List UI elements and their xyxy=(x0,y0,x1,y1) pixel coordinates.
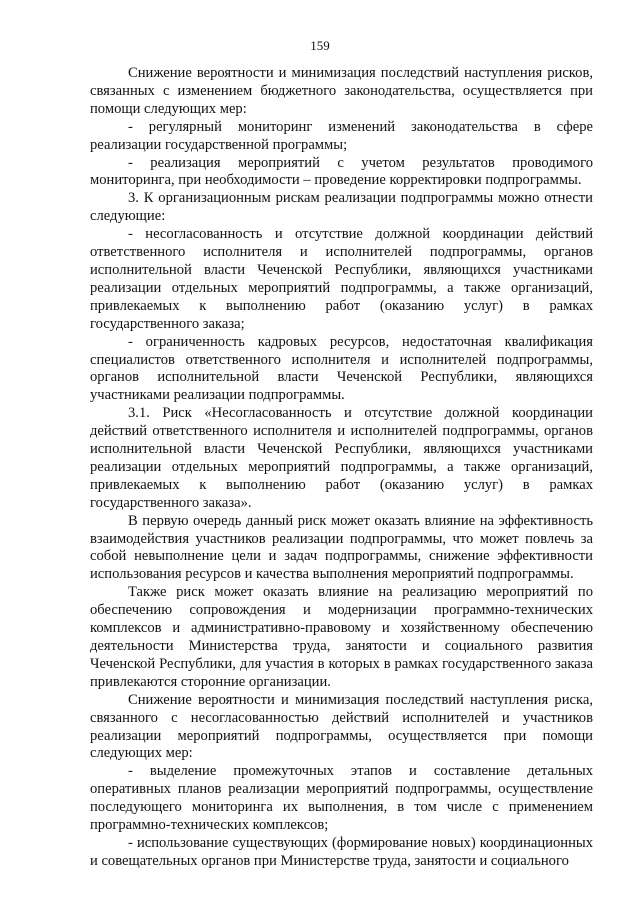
paragraph-risk-mitigation-intro: Снижение вероятности и минимизация последствий наступления рисков, связанных с изменением бюджетного законодательства, осуществляется при помощи следующих мер: xyxy=(90,65,593,117)
list-item-coordination-bodies: - использование существующих (формирование новых) координационных и совещательных органов при Министерстве труда, занятости и социального xyxy=(90,834,593,869)
list-item-implementation: - реализация мероприятий с учетом результатов проводимого мониторинга, при необходимости – проведение корректировки подпрограммы. xyxy=(90,154,593,189)
paragraph-risk-impact: В первую очередь данный риск может оказать влияние на эффективность взаимодействия участников реализации подпрограммы, что может повлечь за собой невыполнение цели и задач подпрограммы, снижение эффективности использования ресурсов и качества выполнения мероприятий подпрограммы. xyxy=(90,512,593,583)
list-item-coordination: - несогласованность и отсутствие должной координации действий ответственного исполнителя и исполнителей подпрограммы, органов исполнительной власти Чеченской Республики, являющихся участниками реализации отдельных мероприятий подпрограммы, а также организаций, привлекаемых к выполнению работ (оказанию услуг) в рамках государственного заказа; xyxy=(90,226,593,332)
paragraph-risk-influence: Также риск может оказать влияние на реализацию мероприятий по обеспечению сопровождения и модернизации программно-технических комплексов и административно-правовому и хозяйственному обеспечению деятельности Министерства труда, занятости и социального развития Чеченской Республики, для участия в которых в рамках государственного заказа привлекаются сторонние организации. xyxy=(90,584,593,690)
document-body xyxy=(90,65,593,871)
page-number: 159 xyxy=(310,38,330,53)
paragraph-organizational-risks: 3. К организационным рискам реализации подпрограммы можно отнести следующие: xyxy=(90,190,593,225)
paragraph-mitigation-measures: Снижение вероятности и минимизация последствий наступления риска, связанного с несогласованностью действий исполнителей и участников реализации мероприятий подпрограммы, осуществляется при помощи следующих мер: xyxy=(90,691,593,762)
paragraph-risk-3-1: 3.1. Риск «Несогласованность и отсутствие должной координации действий ответственного исполнителя и исполнителей подпрограммы, органов исполнительной власти Чеченской Республики, являющихся участниками реализации отдельных мероприятий подпрограммы, а также организаций, привлекаемых к выполнению работ (оказанию услуг) в рамках государственного заказа». xyxy=(90,405,593,511)
list-item-staff-resources: - ограниченность кадровых ресурсов, недостаточная квалификация специалистов ответственного исполнителя и исполнителей подпрограммы, органов исполнительной власти Чеченской Республики, являющихся участниками реализации подпрограммы. xyxy=(90,333,593,404)
list-item-monitoring: - регулярный мониторинг изменений законодательства в сфере реализации государственной программы; xyxy=(90,118,593,153)
list-item-intermediate-stages: - выделение промежуточных этапов и составление детальных оперативных планов реализации мероприятий подпрограммы, осуществление последующего мониторинга их выполнения, в том числе с применением программно-технических комплексов; xyxy=(90,763,593,834)
